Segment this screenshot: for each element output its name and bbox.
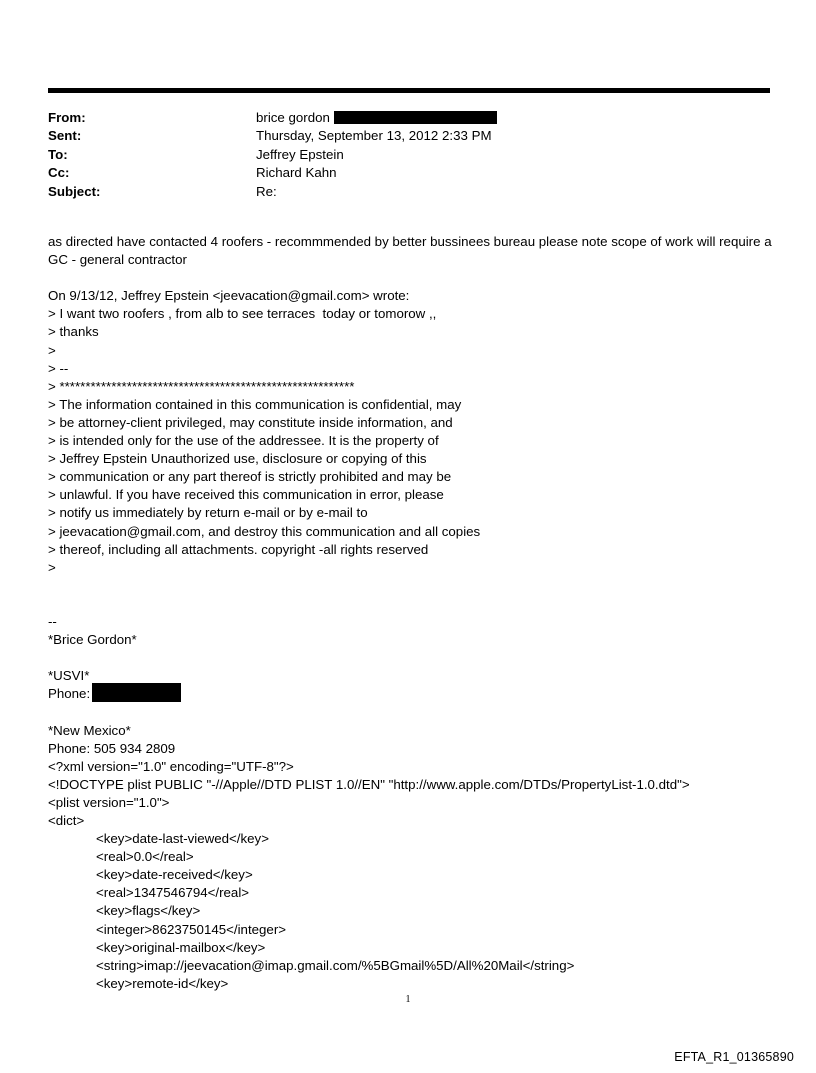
signature-usvi-phone: [48, 685, 788, 703]
from-label: From:: [48, 110, 86, 125]
email-header: [48, 109, 748, 201]
email-body: [48, 233, 788, 993]
header-rule: [48, 88, 770, 93]
redaction-box: [334, 111, 497, 124]
plist-entry: <key>date-last-viewed</key>: [96, 831, 269, 847]
plist-entry: <key>flags</key>: [96, 903, 201, 919]
quote-line: > --: [48, 360, 69, 376]
to-row: [48, 146, 748, 164]
plist-entry: <string>imap://jeevacation@imap.gmail.com/%5BGmail%5D/All%20Mail</string>: [96, 957, 575, 973]
quote-line: >: [48, 342, 56, 358]
plist-entry: <real>1347546794</real>: [96, 885, 250, 901]
quote-line: > be attorney-client privileged, may constitute inside information, and: [48, 414, 453, 430]
sent-row: [48, 127, 748, 145]
cc-value: Richard Kahn: [256, 165, 337, 181]
quote-line: > communication or any part thereof is strictly prohibited and may be: [48, 469, 452, 485]
quote-line: >: [48, 559, 56, 575]
quote-line: > The information contained in this communication is confidential, may: [48, 396, 462, 412]
plist-open: <plist version="1.0">: [48, 794, 170, 810]
plist-entry: <real>0.0</real>: [96, 849, 194, 865]
from-row: [48, 109, 748, 127]
plist-entry: <key>remote-id</key>: [96, 975, 229, 991]
redaction-box: [92, 683, 181, 702]
plist-entry: <key>original-mailbox</key>: [96, 939, 266, 955]
subject-row: [48, 183, 748, 201]
document-id: EFTA_R1_01365890: [674, 1050, 794, 1064]
sent-value: Thursday, September 13, 2012 2:33 PM: [256, 128, 492, 144]
message-text: as directed have contacted 4 roofers - recommmended by better bussinees bureau please note scope of work will require a GC - general contractor: [48, 234, 772, 268]
page-number: 1: [405, 994, 411, 1005]
subject-value: Re:: [256, 183, 277, 199]
quote-intro: On 9/13/12, Jeffrey Epstein <jeevacation@gmail.com> wrote:: [48, 288, 410, 304]
quote-line: > *********************************************************: [48, 378, 355, 394]
quote-line: > jeevacation@gmail.com, and destroy this communication and all copies: [48, 523, 481, 539]
plist-entry: <key>date-received</key>: [96, 867, 253, 883]
from-value: [256, 109, 497, 127]
plist-dict-open: <dict>: [48, 813, 85, 828]
plist-doctype: <!DOCTYPE plist PUBLIC "-//Apple//DTD PLIST 1.0//EN" "http://www.apple.com/DTDs/PropertyList-1.0.dtd">: [48, 776, 690, 792]
quote-line: > thanks: [48, 324, 99, 340]
usvi-phone-label: Phone:: [48, 686, 91, 702]
subject-label: Subject:: [48, 183, 101, 199]
from-name: brice gordon: [256, 110, 330, 125]
cc-row: [48, 164, 748, 182]
quote-line: > I want two roofers , from alb to see terraces today or tomorow ,,: [48, 306, 437, 322]
signature-nm: *New Mexico*: [48, 722, 131, 738]
signature-name: *Brice Gordon*: [48, 632, 137, 648]
quote-line: > thereof, including all attachments. copyright -all rights reserved: [48, 541, 429, 557]
quote-line: > Jeffrey Epstein Unauthorized use, disclosure or copying of this: [48, 451, 427, 467]
quote-line: > is intended only for the use of the addressee. It is the property of: [48, 433, 439, 449]
to-label: To:: [48, 146, 68, 162]
plist-xml-decl: <?xml version="1.0" encoding="UTF-8"?>: [48, 758, 294, 774]
cc-label: Cc:: [48, 165, 70, 181]
sent-label: Sent:: [48, 128, 82, 144]
signature-nm-phone: Phone: 505 934 2809: [48, 740, 176, 756]
quote-line: > unlawful. If you have received this communication in error, please: [48, 487, 444, 503]
plist-entry: <integer>8623750145</integer>: [96, 921, 287, 937]
to-value: Jeffrey Epstein: [256, 146, 344, 162]
quote-line: > notify us immediately by return e-mail or by e-mail to: [48, 505, 368, 521]
signature-usvi: *USVI*: [48, 668, 90, 684]
signature-separator: --: [48, 613, 57, 629]
